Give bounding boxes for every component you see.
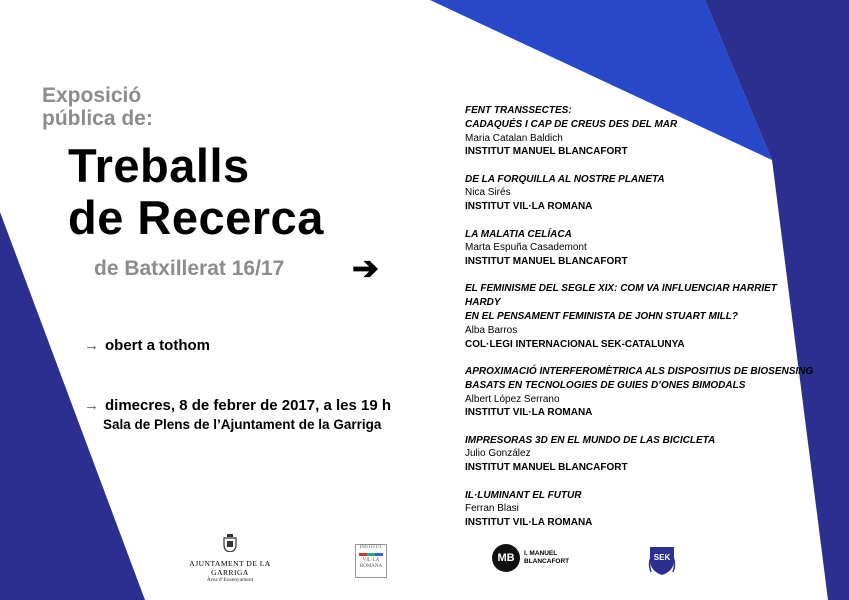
project-author: Nica Sirés: [465, 187, 511, 199]
project-title-line: APROXIMACIÓ INTERFEROMÈTRICA ALS DISPOSITIUS DE BIOSENSING: [465, 365, 814, 377]
sponsor-logos: [0, 530, 849, 590]
project-title-line: EN EL PENSAMENT FEMINISTA DE JOHN STUART MILL?: [465, 311, 738, 323]
date-label: dimecres, 8 de febrer de 2017, a les 19 h: [105, 397, 391, 414]
project-school: INSTITUT VIL·LA ROMANA: [465, 517, 593, 529]
mb-line-2: BLANCAFORT: [524, 558, 570, 565]
course-level: de Batxillerat 16/17: [94, 257, 285, 280]
event-venue: Sala de Plens de l’Ajuntament de la Garriga: [103, 417, 382, 432]
project-school: INSTITUT MANUEL BLANCAFORT: [465, 146, 628, 158]
list-item: [465, 282, 815, 351]
project-school: INSTITUT MANUEL BLANCAFORT: [465, 462, 628, 474]
vila-line-3: ROMANA: [359, 564, 383, 569]
project-title-line: CADAQUÉS I CAP DE CREUS DES DEL MAR: [465, 118, 678, 130]
list-item: [465, 228, 815, 269]
subtitle-line-1: Exposició: [42, 84, 142, 107]
bullet-arrow-icon: →: [84, 397, 99, 414]
project-author: Julio González: [465, 448, 531, 460]
title-line-1: Treballs: [68, 139, 250, 192]
vila-color-band: [359, 553, 383, 556]
project-title-line: EL FEMINISME DEL SEGLE XIX: COM VA INFLUENCIAR HARRIET HARDY: [465, 283, 777, 309]
mb-line-1: I. MANUEL: [524, 550, 558, 557]
sek-mark: SEK: [653, 553, 671, 562]
list-item: [465, 104, 815, 159]
list-item: [465, 173, 815, 214]
sek-shield-icon: [645, 544, 679, 578]
list-item: [465, 365, 815, 420]
ajuntament-area: Àrea d’Ensenyament: [206, 577, 254, 583]
mb-text: [524, 550, 569, 566]
title-line-2: de Recerca: [68, 191, 324, 244]
open-label: obert a tothom: [105, 337, 210, 354]
vila-line-1: INSTITUT: [359, 545, 383, 550]
project-school: COL·LEGI INTERNACIONAL SEK-CATALUNYA: [465, 338, 685, 350]
project-school: INSTITUT MANUEL BLANCAFORT: [465, 256, 628, 268]
arrow-right-icon: ➔: [352, 250, 379, 286]
list-item: [465, 434, 815, 475]
project-title-line: IL·LUMINANT EL FUTUR: [465, 489, 582, 501]
ajuntament-name: AJUNTAMENT DE LA GARRIGA: [189, 559, 271, 577]
project-school: INSTITUT VIL·LA ROMANA: [465, 201, 593, 213]
coat-of-arms-icon: [223, 534, 237, 552]
page-title: [68, 140, 324, 244]
event-date: [84, 397, 391, 414]
project-author: Ferran Blasi: [465, 503, 519, 515]
sek-logo: [645, 544, 679, 583]
project-title-line: BASATS EN TECNOLOGIES DE GUIES D’ONES BIMODALS: [465, 379, 746, 391]
list-item: [465, 489, 815, 530]
project-title-line: DE LA FORQUILLA AL NOSTRE PLANETA: [465, 173, 665, 185]
projects-list: [465, 104, 815, 543]
project-author: Maria Catalan Baldich: [465, 132, 563, 144]
vila-line-2: VIL·LA: [362, 558, 380, 563]
vila-romana-logo: [355, 544, 387, 578]
project-title-line: FENT TRANSSECTES:: [465, 105, 572, 116]
bullet-arrow-icon: →: [84, 337, 99, 354]
project-author: Albert López Serrano: [465, 393, 560, 405]
mb-mark: MB: [492, 544, 520, 572]
exhibition-subtitle: [42, 84, 153, 130]
project-school: INSTITUT VIL·LA ROMANA: [465, 407, 593, 419]
ajuntament-logo: [170, 534, 290, 583]
project-title-line: LA MALATIA CELÍACA: [465, 228, 572, 240]
subtitle-line-2: pública de:: [42, 107, 153, 130]
open-to-all: [84, 337, 210, 354]
project-title-line: IMPRESORAS 3D EN EL MUNDO DE LAS BICICLETA: [465, 434, 716, 446]
project-author: Marta Espuña Casademont: [465, 242, 587, 254]
blancafort-logo: [492, 544, 569, 572]
project-author: Alba Barros: [465, 324, 518, 336]
